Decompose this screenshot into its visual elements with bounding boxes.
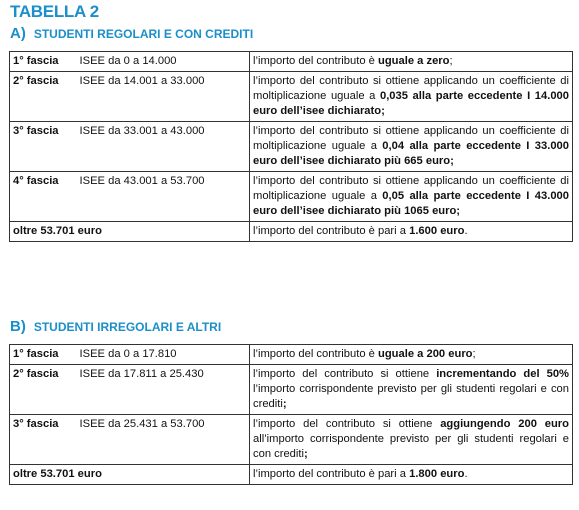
table-row bbox=[10, 172, 573, 222]
text: . bbox=[464, 225, 468, 237]
text: ; bbox=[449, 55, 453, 67]
text: l’importo corrispondente previsto per gli studenti regolari e con crediti bbox=[253, 383, 569, 410]
section-a-heading bbox=[10, 25, 253, 42]
table-row-oltre bbox=[10, 222, 573, 242]
text: l’importo del contributo è pari a bbox=[253, 468, 410, 480]
bold-text: 0,04 alla parte eccedente I 33.000 euro dell’isee dichiarato più 665 euro; bbox=[253, 140, 569, 167]
text: l’importo del contributo si ottiene bbox=[253, 418, 441, 430]
text: l’importo del contributo è bbox=[253, 55, 378, 67]
contribution-cell bbox=[250, 345, 573, 365]
section-b-title: STUDENTI IRREGOLARI E ALTRI bbox=[33, 320, 222, 334]
table-row bbox=[10, 415, 573, 465]
contribution-cell bbox=[250, 365, 573, 415]
table-section-b bbox=[9, 344, 573, 485]
table-row bbox=[10, 52, 573, 72]
bold-text: aggiungendo 200 euro bbox=[440, 418, 569, 430]
isee-range-cell: ISEE da 25.431 a 53.700 bbox=[74, 415, 250, 465]
bold-text: uguale a zero bbox=[378, 55, 450, 67]
text: l’importo del contributo si ottiene bbox=[253, 368, 437, 380]
fascia-cell: 2° fascia bbox=[10, 365, 74, 415]
fascia-cell: 1° fascia bbox=[10, 52, 74, 72]
text: l’importo del contributo si ottiene applicando un coefficiente di moltiplicazione uguale a bbox=[253, 175, 569, 202]
text: ; bbox=[472, 348, 476, 360]
contribution-cell bbox=[250, 172, 573, 222]
fascia-cell: 4° fascia bbox=[10, 172, 74, 222]
table-row-oltre bbox=[10, 465, 573, 485]
text: l’importo del contributo si ottiene applicando un coefficiente di moltiplicazione uguale a bbox=[253, 125, 569, 152]
bold-text: ; bbox=[282, 398, 287, 410]
bold-text: incrementando del 50% bbox=[436, 368, 570, 380]
bold-text: 1.800 euro bbox=[409, 468, 465, 480]
fascia-cell: 2° fascia bbox=[10, 72, 74, 122]
fascia-cell: 3° fascia bbox=[10, 122, 74, 172]
table-row bbox=[10, 365, 573, 415]
bold-text: ; bbox=[304, 448, 308, 460]
page-title: TABELLA 2 bbox=[10, 2, 99, 21]
table-row bbox=[10, 72, 573, 122]
text: l’importo del contributo è pari a bbox=[253, 225, 410, 237]
contribution-cell bbox=[250, 52, 573, 72]
isee-range-cell: ISEE da 0 a 17.810 bbox=[74, 345, 250, 365]
contribution-cell bbox=[250, 222, 573, 242]
oltre-cell: oltre 53.701 euro bbox=[10, 465, 250, 485]
section-b-letter: B) bbox=[10, 318, 26, 335]
bold-text: 1.600 euro bbox=[409, 225, 465, 237]
contribution-cell bbox=[250, 465, 573, 485]
table-row bbox=[10, 345, 573, 365]
table-section-a bbox=[9, 51, 573, 242]
section-b-heading bbox=[10, 318, 221, 335]
oltre-cell: oltre 53.701 euro bbox=[10, 222, 250, 242]
text: all’importo corrispondente previsto per gli studenti regolari e con crediti bbox=[253, 433, 569, 460]
fascia-cell: 1° fascia bbox=[10, 345, 74, 365]
bold-text: uguale a 200 euro bbox=[378, 348, 473, 360]
bold-text: 0,035 alla parte eccedente I 14.000 euro dell’isee dichiarato; bbox=[253, 90, 569, 117]
section-a-title: STUDENTI REGOLARI E CON CREDITI bbox=[33, 27, 254, 41]
bold-text: 0,05 alla parte eccedente I 43.000 euro dell’isee dichiarato più 1065 euro; bbox=[253, 190, 569, 217]
text: l’importo del contributo è bbox=[253, 348, 378, 360]
table-row bbox=[10, 122, 573, 172]
section-a-letter: A) bbox=[10, 25, 26, 42]
contribution-cell bbox=[250, 122, 573, 172]
isee-range-cell: ISEE da 33.001 a 43.000 bbox=[74, 122, 250, 172]
isee-range-cell: ISEE da 0 a 14.000 bbox=[74, 52, 250, 72]
fascia-cell: 3° fascia bbox=[10, 415, 74, 465]
isee-range-cell: ISEE da 43.001 a 53.700 bbox=[74, 172, 250, 222]
contribution-cell bbox=[250, 415, 573, 465]
contribution-cell bbox=[250, 72, 573, 122]
text: l’importo del contributo si ottiene applicando un coefficiente di moltiplicazione uguale a bbox=[253, 75, 569, 102]
text: . bbox=[464, 468, 468, 480]
isee-range-cell: ISEE da 17.811 a 25.430 bbox=[74, 365, 250, 415]
isee-range-cell: ISEE da 14.001 a 33.000 bbox=[74, 72, 250, 122]
